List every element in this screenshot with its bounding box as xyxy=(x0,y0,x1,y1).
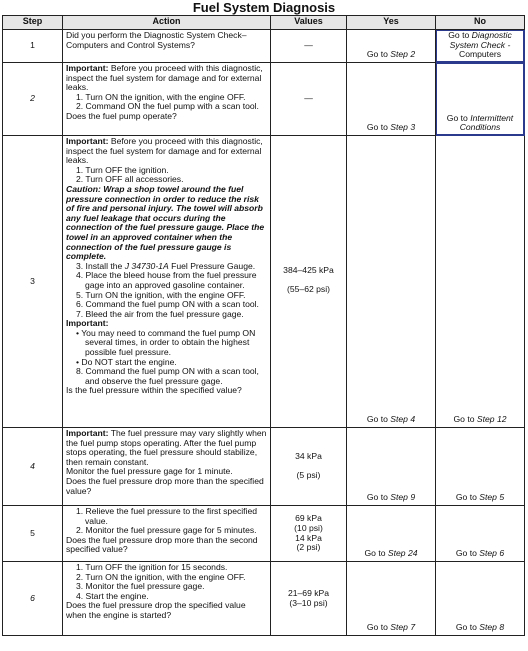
no-cell[interactable] xyxy=(436,562,525,636)
action-step: 2. Turn ON the ignition, with the engine OFF. xyxy=(76,571,246,582)
action-step: 4. Start the engine. xyxy=(76,590,149,601)
header-action: Action xyxy=(63,16,271,30)
no-cell[interactable] xyxy=(436,30,525,63)
page-title: Fuel System Diagnosis xyxy=(192,0,336,15)
important-note xyxy=(66,64,267,93)
goto-prefix: Go to xyxy=(366,414,391,425)
table-row xyxy=(3,428,525,506)
important-label: Important: xyxy=(66,428,109,438)
value-kpa: 34 kPa xyxy=(295,451,322,462)
caution-note: Caution: Wrap a shop towel around the fuel pressure connection in order to reduce the risk of fire and personal injury. The towel will absorb any fuel leakage that occurs during the connection of the fuel pressure gauge. Place the towel in an approved container when the connection of the fuel pressure gauge is complete. xyxy=(66,183,265,262)
values-cell xyxy=(271,428,347,506)
action-step: 2. Monitor the fuel pressure gage for 5 minutes. xyxy=(76,525,257,536)
diagnosis-table xyxy=(2,15,525,636)
action-step: 3. Monitor the fuel pressure gage. xyxy=(76,581,205,592)
step-number: 1 xyxy=(3,30,63,63)
goto-prefix: Go to xyxy=(455,622,480,633)
goto-prefix: Go to xyxy=(366,492,391,503)
value-psi: (5 psi) xyxy=(296,470,321,481)
goto-link[interactable]: Step 9 xyxy=(390,492,416,503)
header-values: Values xyxy=(271,16,347,30)
install-suffix: Fuel Pressure Gauge. xyxy=(168,260,256,271)
goto-link[interactable]: Step 2 xyxy=(390,49,416,60)
goto-prefix: Go to xyxy=(364,548,388,559)
yes-cell[interactable] xyxy=(347,136,436,428)
goto-link-suffix: Computers xyxy=(458,49,502,60)
table-row xyxy=(3,30,525,63)
value-psi: (10 psi) xyxy=(294,522,323,533)
important-label: Important: xyxy=(66,318,109,329)
no-cell[interactable] xyxy=(436,63,525,136)
goto-prefix: Go to xyxy=(455,492,480,503)
table-row xyxy=(3,63,525,136)
action-step: 1. Turn OFF the ignition for 15 seconds. xyxy=(76,562,228,572)
bullet-item: • Do NOT start the engine. xyxy=(76,356,177,367)
question-text: Does the fuel pressure drop more than the specified value? xyxy=(66,475,264,496)
question-text: Did you perform the Diagnostic System Check–Computers and Control Systems? xyxy=(66,30,247,50)
step-number: 6 xyxy=(3,562,63,636)
action-step: 7. Bleed the air from the fuel pressure gage. xyxy=(76,308,244,319)
goto-prefix: Go to xyxy=(453,414,477,425)
bullet-item: • You may need to command the fuel pump ON several times, in order to obtain the highest possible fuel pressure. xyxy=(76,327,256,358)
goto-prefix: Go to xyxy=(366,49,391,60)
step-number: 2 xyxy=(3,63,63,136)
action-cell xyxy=(63,428,271,506)
values-cell: — xyxy=(271,30,347,63)
action-step: 4. Place the bleed house from the fuel pressure gage into an approved gasoline container. xyxy=(76,270,257,290)
values-cell: — xyxy=(271,63,347,136)
action-step: 1. Relieve the fuel pressure to the first specified value. xyxy=(76,506,258,526)
question-text: Does the fuel pressure drop more than the second specified value? xyxy=(66,534,258,555)
yes-cell[interactable] xyxy=(347,506,436,562)
goto-link[interactable]: Step 4 xyxy=(390,414,416,425)
important-label: Important: xyxy=(66,136,109,146)
step-number: 3 xyxy=(3,136,63,428)
goto-link[interactable]: Step 8 xyxy=(479,622,505,633)
goto-prefix: Go to xyxy=(448,30,472,40)
action-text: Monitor the fuel pressure gage for 1 minute. xyxy=(66,466,233,477)
goto-link[interactable]: Step 7 xyxy=(390,622,416,633)
step-number: 4 xyxy=(3,428,63,506)
question-text: Is the fuel pressure within the specified value? xyxy=(66,385,242,396)
value-psi: (55–62 psi) xyxy=(287,284,330,295)
goto-link[interactable]: Step 24 xyxy=(387,548,418,559)
goto-link[interactable]: Step 6 xyxy=(479,548,505,559)
question-text: Does the fuel pressure drop the specified value when the engine is started? xyxy=(66,600,246,620)
value-psi: (3–10 psi) xyxy=(289,597,328,608)
header-step: Step xyxy=(3,16,63,30)
goto-link[interactable]: Step 12 xyxy=(476,414,507,425)
tool-number: J 34730-1A xyxy=(124,260,169,271)
important-text: Before you proceed with this diagnostic, inspect the fuel system for damage and for external leaks. xyxy=(66,63,263,93)
goto-link[interactable]: Step 5 xyxy=(479,492,505,503)
important-note xyxy=(66,137,267,166)
value-psi-2: (2 psi) xyxy=(296,542,321,553)
goto-prefix: Go to xyxy=(446,112,471,123)
action-step: 5. Turn ON the ignition, with the engine OFF. xyxy=(76,289,246,300)
goto-prefix: Go to xyxy=(455,548,480,559)
goto-link[interactable]: Intermittent Conditions xyxy=(459,112,514,133)
action-cell xyxy=(63,63,271,136)
action-cell xyxy=(63,506,271,562)
action-cell xyxy=(63,136,271,428)
question-text: Does the fuel pump operate? xyxy=(66,110,177,121)
no-cell[interactable] xyxy=(436,428,525,506)
goto-link[interactable]: Step 3 xyxy=(390,122,416,133)
values-cell xyxy=(271,506,347,562)
value-kpa: 21–69 kPa xyxy=(287,587,330,598)
action-step: 6. Command the fuel pump ON with a scan tool. xyxy=(76,299,259,310)
values-cell xyxy=(271,562,347,636)
goto-prefix: Go to xyxy=(366,122,391,133)
yes-cell[interactable] xyxy=(347,428,436,506)
action-step: 2. Command ON the fuel pump with a scan tool. xyxy=(76,101,259,112)
action-step: 1. Turn ON the ignition, with the engine OFF. xyxy=(76,91,246,102)
table-header-row xyxy=(3,16,525,30)
goto-link[interactable]: Diagnostic System Check - xyxy=(449,30,512,50)
action-step: 2. Turn OFF all accessories. xyxy=(76,174,184,185)
yes-cell[interactable] xyxy=(347,63,436,136)
step-number: 5 xyxy=(3,506,63,562)
value-kpa: 384–425 kPa xyxy=(283,265,334,275)
yes-cell[interactable] xyxy=(347,562,436,636)
values-cell xyxy=(271,136,347,428)
header-no: No xyxy=(436,16,525,30)
action-step: 1. Turn OFF the ignition. xyxy=(76,164,169,175)
no-cell[interactable] xyxy=(436,136,525,428)
action-cell xyxy=(63,30,271,63)
table-row xyxy=(3,562,525,636)
value-kpa: 69 kPa xyxy=(295,513,322,524)
action-cell xyxy=(63,562,271,636)
table-row xyxy=(3,506,525,562)
value-kpa-2: 14 kPa xyxy=(295,532,322,543)
header-yes: Yes xyxy=(347,16,436,30)
important-text: Before you proceed with this diagnostic, inspect the fuel system for damage and for external leaks. xyxy=(66,136,263,166)
important-text: The fuel pressure may vary slightly when the fuel pump stops operating. After the fuel pump stops operating, the fuel pressure should stabilize, then remain constant. xyxy=(66,428,267,467)
no-cell[interactable] xyxy=(436,506,525,562)
action-step: 8. Command the fuel pump ON with a scan tool, and observe the fuel pressure gage. xyxy=(76,366,259,386)
install-prefix: 3. Install the xyxy=(76,260,125,271)
yes-cell[interactable] xyxy=(347,30,436,63)
table-row xyxy=(3,136,525,428)
goto-prefix: Go to xyxy=(366,622,391,633)
important-label: Important: xyxy=(66,63,109,73)
important-note xyxy=(66,429,267,467)
